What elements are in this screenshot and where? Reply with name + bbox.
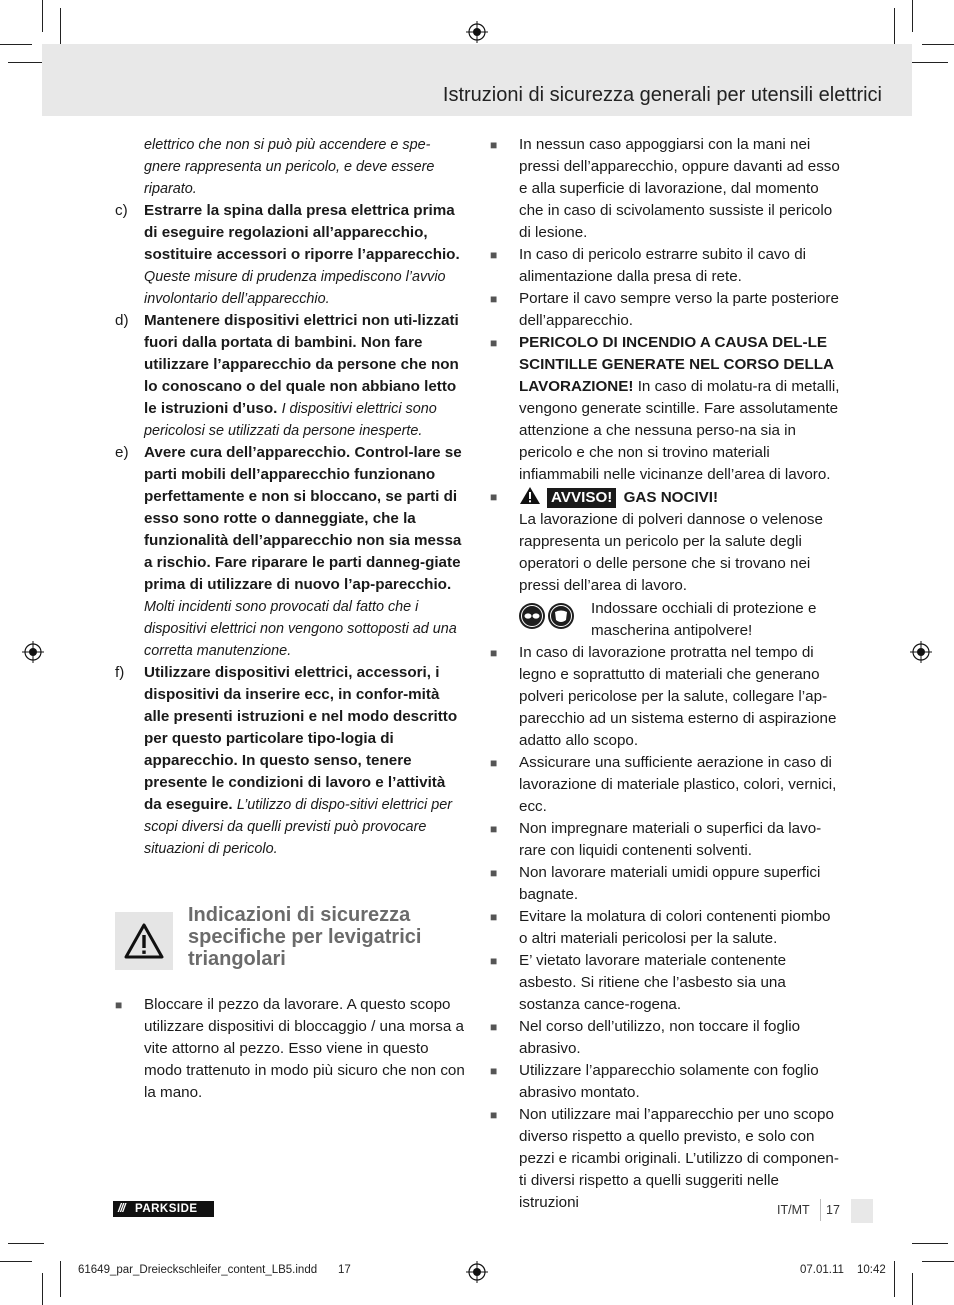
- bullet-text: E’ vietato lavorare materiale contenente asbesto. Si ritiene che l’asbesto sia una sostanza cance-rogena.: [519, 952, 787, 1013]
- slug-file: 61649_par_Dreieckschleifer_content_LB5.indd: [78, 1264, 318, 1276]
- left-column: [115, 134, 465, 1104]
- slug-page: 17: [338, 1264, 351, 1276]
- bullet-text: Nel corso dell’utilizzo, non toccare il foglio abrasivo.: [519, 1018, 801, 1057]
- crop-mark: [912, 1243, 948, 1244]
- list-item: [490, 752, 840, 818]
- list-item: [490, 862, 840, 906]
- crop-mark: [42, 0, 43, 32]
- logo-slashes: ///: [118, 1203, 125, 1215]
- crop-mark: [894, 1261, 895, 1297]
- crop-mark: [0, 44, 32, 45]
- crop-mark: [42, 1273, 43, 1305]
- list-item-d: [115, 310, 465, 442]
- bullet-icon: ■: [490, 646, 498, 660]
- crop-mark: [912, 1273, 913, 1305]
- bullet-icon: ■: [490, 866, 498, 880]
- list-item-f: [115, 662, 465, 860]
- bullet-icon: ■: [490, 756, 498, 770]
- ppe-icons: [519, 602, 574, 630]
- bullet-icon: ■: [490, 490, 498, 504]
- warning-triangle-icon: [115, 912, 173, 970]
- fire-hazard-text: In caso di molatu-ra di metalli, vengono generate scintille. Fare assolutamente attenzione a che nessuna perso-na sia in pericolo e che non si trovino materiali infiammabili nelle vicinanze dell’area di lavoro.: [519, 378, 840, 483]
- item-letter: e): [115, 444, 129, 461]
- item-letter: f): [115, 664, 125, 681]
- item-letter: d): [115, 312, 129, 329]
- crop-mark: [912, 0, 913, 32]
- crop-mark: [60, 1261, 61, 1297]
- bullet-icon: ■: [490, 1108, 498, 1122]
- slug-time: 10:42: [857, 1264, 886, 1276]
- list-item: [490, 818, 840, 862]
- logo-text: PARKSIDE: [135, 1203, 198, 1215]
- bullet-text: Portare il cavo sempre verso la parte posteriore dell’apparecchio.: [519, 290, 839, 329]
- warning-text: La lavorazione di polveri dannose o velenose rappresenta un pericolo per la salute degli operatori o delle persone che si trovano nei pressi dell’area di lavoro.: [519, 511, 823, 594]
- bullet-icon: ■: [115, 998, 123, 1012]
- bullet-icon: ■: [490, 954, 498, 968]
- slug-date: 07.01.11: [800, 1264, 844, 1276]
- footer-language: IT/MT: [777, 1203, 810, 1217]
- dust-mask-icon: [548, 603, 574, 629]
- list-item: [490, 244, 840, 288]
- footer-divider: [820, 1199, 821, 1221]
- item-bold-text: Mantenere dispositivi elettrici non uti-lizzati fuori dalla portata di bambini. Non fare utilizzare l’apparecchio da persone che non lo conoscano o del quale non abbiano letto le istruzioni d’uso.: [144, 312, 459, 417]
- registration-mark-icon: [910, 641, 932, 663]
- bullet-text: Evitare la molatura di colori contenenti piombo o altri materiali pericolosi per la salute.: [519, 908, 831, 947]
- item-italic-text: I dispositivi elettrici sono pericolosi se utilizzati da persone inesperte.: [144, 401, 437, 439]
- bullet-icon: ■: [490, 248, 498, 262]
- ppe-text: Indossare occhiali di protezione e mascherina antipolvere!: [591, 600, 817, 639]
- warning-title: GAS NOCIVI!: [623, 489, 719, 506]
- bullet-text: Utilizzare l’apparecchio solamente con foglio abrasivo montato.: [519, 1062, 819, 1101]
- registration-mark-icon: [466, 21, 488, 43]
- fire-hazard-title: PERICOLO DI INCENDIO A CAUSA DEL-LE SCINTILLE GENERATE NEL CORSO DELLA LAVORAZIONE!: [519, 334, 834, 395]
- bullet-icon: ■: [490, 1064, 498, 1078]
- warning-badge: AVVISO!: [547, 488, 616, 508]
- item-bold-text: Estrarre la spina dalla presa elettrica prima di eseguire regolazioni all’apparecchio, sostituire accessori o riporre l’apparecchio.: [144, 202, 460, 263]
- bullet-text: In nessun caso appoggiarsi con la mani nei pressi dell’apparecchio, oppure davanti ad esso e alla superficie di lavorazione, dal momento che in caso di scivolamento sussiste il pericolo di lesione.: [519, 136, 840, 241]
- item-letter: c): [115, 202, 128, 219]
- page-number: 17: [826, 1203, 840, 1217]
- item-bold-text: Avere cura dell’apparecchio. Control-lare se parti mobili dell’apparecchio funzionano perfettamente e non si bloccano, se parti di esso sono rotte o danneggiate, che la funzionalità dell’apparecchio non sia messa a rischio. Fare riparare le parti danneg-giate prima di utilizzare di nuovo l’ap-parecchio.: [144, 444, 462, 593]
- goggles-icon: [519, 603, 545, 629]
- item-italic-text: L’utilizzo di dispo-sitivi elettrici per scopi diversi da quelli previsti può provocare situazioni di pericolo.: [144, 797, 453, 857]
- warning-triangle-icon: [519, 486, 541, 505]
- bullet-text: In caso di pericolo estrarre subito il cavo di alimentazione dalla presa di rete.: [519, 246, 807, 285]
- bullet-icon: ■: [490, 138, 498, 152]
- list-item-warning: [490, 486, 840, 509]
- ppe-notice: [490, 598, 840, 642]
- parkside-logo: [113, 1201, 214, 1217]
- bullet-icon: ■: [490, 822, 498, 836]
- bullet-text: Bloccare il pezzo da lavorare. A questo scopo utilizzare dispositivi di bloccaggio / una morsa a vite attorno al pezzo. Esso viene in questo modo trattenuto in modo più sicuro che non con la mano.: [144, 996, 465, 1101]
- list-item: [490, 642, 840, 752]
- bullet-text: Assicurare una sufficiente aerazione in caso di lavorazione di materiale plastico, colori, vernici, ecc.: [519, 754, 837, 815]
- bullet-text: In caso di lavorazione protratta nel tempo di legno e soprattutto di materiali che generano polveri pericolose per la salute, collegare l’ap-parecchio ad un sistema esterno di aspirazione adatto allo scopo.: [519, 644, 837, 749]
- crop-mark: [60, 8, 61, 44]
- crop-mark: [0, 1261, 32, 1262]
- intro-text: elettrico che non si può più accendere e spe-gnere rappresenta un pericolo, e deve essere riparato.: [144, 137, 435, 197]
- crop-mark: [922, 1261, 954, 1262]
- crop-mark: [894, 8, 895, 44]
- registration-mark-icon: [22, 641, 44, 663]
- bullet-icon: ■: [490, 910, 498, 924]
- bullet-icon: ■: [490, 336, 498, 350]
- right-column: [490, 134, 840, 1214]
- crop-mark: [922, 44, 954, 45]
- page-title: Istruzioni di sicurezza generali per utensili elettrici: [442, 84, 882, 106]
- list-item: [490, 1060, 840, 1104]
- item-italic-text: Queste misure di prudenza impediscono l’avvio involontario dell’apparecchio.: [144, 269, 446, 307]
- bullet-text: Non impregnare materiali o superfici da lavo-rare con liquidi contenenti solventi.: [519, 820, 822, 859]
- list-item: [115, 994, 465, 1104]
- crop-mark: [912, 62, 948, 63]
- list-item-fire-hazard: [490, 332, 840, 486]
- bullet-text: Non lavorare materiali umidi oppure superfici bagnate.: [519, 864, 821, 903]
- list-item-e: [115, 442, 465, 662]
- registration-mark-icon: [466, 1261, 488, 1283]
- list-item: [490, 906, 840, 950]
- list-item: [490, 950, 840, 1016]
- bullet-text: Non utilizzare mai l’apparecchio per uno scopo diverso rispetto a quello previsto, e solo con pezzi e ricambi originali. L’utilizzo di componen-ti diversi rispetto a quelli suggeriti nelle istruzioni: [519, 1106, 839, 1211]
- list-item-c: [115, 200, 465, 310]
- list-item: [490, 288, 840, 332]
- list-item: [490, 1016, 840, 1060]
- item-italic-text: Molti incidenti sono provocati dal fatto che i dispositivi elettrici non vengono sottoposti ad una corretta manutenzione.: [144, 599, 457, 659]
- item-bold-text: Utilizzare dispositivi elettrici, accessori, i dispositivi da inserire ecc, in confor-mità alle presenti istruzioni e nel modo descritto per questo particolare tipo-logia di apparecchio. In questo senso, tenere presente le condizioni di lavoro e l’attività da eseguire.: [144, 664, 458, 813]
- section-title: Indicazioni di sicurezza specifiche per levigatrici triangolari: [188, 904, 422, 970]
- footer-tab: [851, 1199, 873, 1223]
- bullet-icon: ■: [490, 292, 498, 306]
- list-item: [490, 134, 840, 244]
- section-heading: [115, 904, 465, 994]
- list-item: [490, 1104, 840, 1214]
- bullet-icon: ■: [490, 1020, 498, 1034]
- crop-mark: [8, 1243, 44, 1244]
- crop-mark: [8, 62, 44, 63]
